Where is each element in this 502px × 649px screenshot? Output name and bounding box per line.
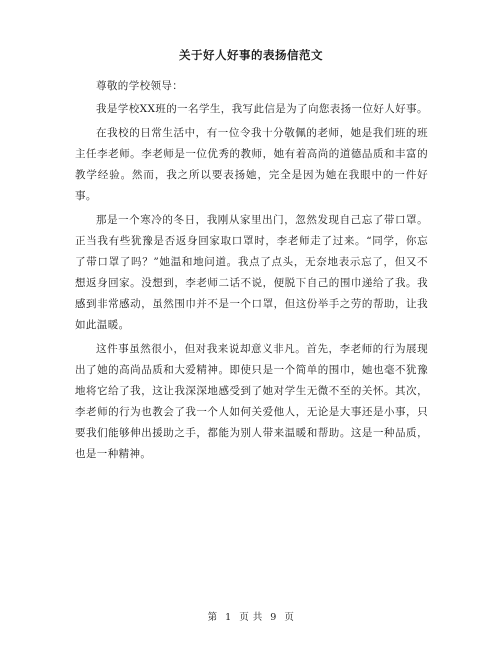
footer-page-number: 1: [225, 612, 232, 623]
paragraph-4: 这件事虽然很小，但对我来说却意义非凡。首先，李老师的行为展现出了她的高尚品质和大爱精神。即使只是一个简单的围巾，她也毫不犹豫地将它给了我，这让我深深地感受到了她对学生无微不至的关怀。其次，李老师的行为也教会了我一个人如何关爱他人，无论是大事还是小事，只要我们能够伸出援助之手，都能为别人带来温暖和帮助。这是一种品质，也是一种精神。: [75, 343, 428, 460]
footer-prefix: 第: [207, 612, 218, 623]
document-title: 关于好人好事的表扬信范文: [179, 48, 323, 62]
paragraph-1: 我是学校XX班的一名学生，我写此信是为了向您表扬一位好人好事。: [96, 103, 428, 115]
document-body: [75, 76, 428, 468]
footer-total-pages: 9: [270, 612, 277, 623]
footer-middle: 页 共: [239, 612, 263, 623]
salutation: 尊敬的学校领导：: [96, 80, 184, 92]
paragraph-3: 那是一个寒冷的冬日，我刚从家里出门，忽然发现自己忘了带口罩。正当我有些犹豫是否返身回家取口罩时，李老师走了过来。“同学，你忘了带口罩了吗？”她温和地问道。我点了点头，无奈地表示忘了，但又不想返身回家。没想到，李老师二话不说，便脱下自己的围巾递给了我。我感到非常感动，虽然围巾并不是一个口罩，但这份举手之劳的帮助，让我如此温暖。: [75, 214, 428, 331]
paragraph-2: 在我校的日常生活中，有一位令我十分敬佩的老师，她是我们班的班主任李老师。李老师是一位优秀的教师，她有着高尚的道德品质和丰富的教学经验。然而，我之所以要表扬她，完全是因为她在我眼中的一件好事。: [75, 127, 428, 202]
page-footer: [0, 609, 502, 623]
footer-suffix: 页: [284, 612, 295, 623]
